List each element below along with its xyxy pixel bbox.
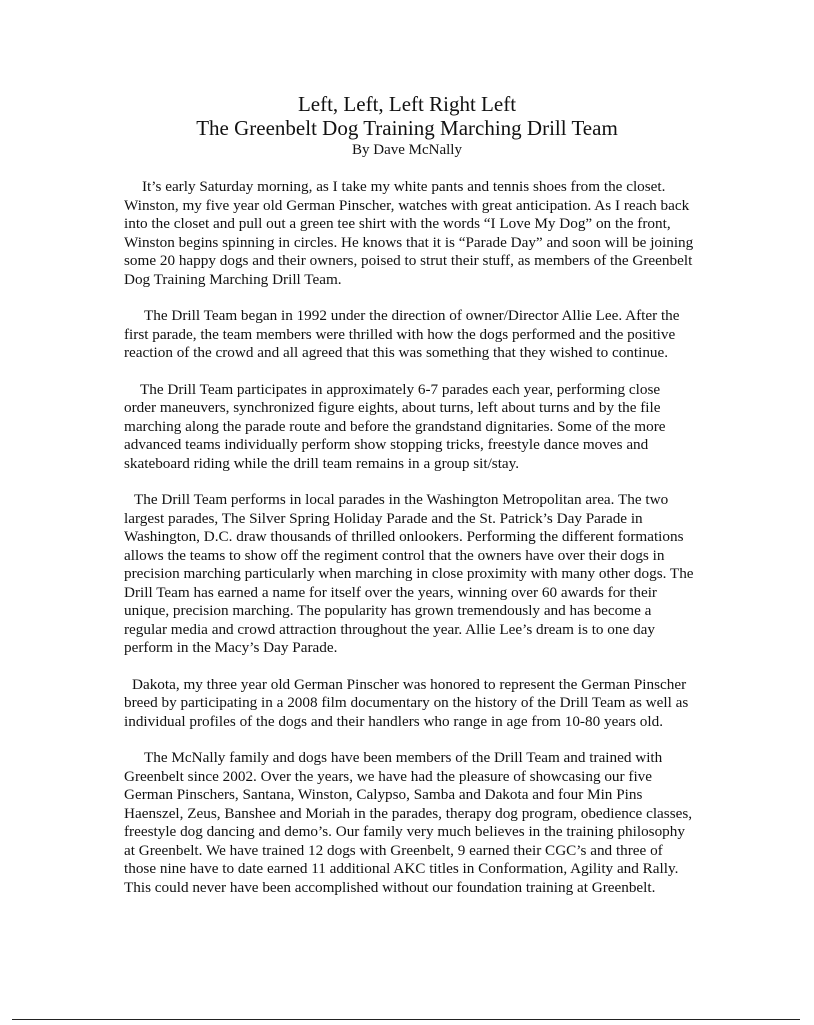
paragraph-6: The McNally family and dogs have been members of the Drill Team and trained with Greenbelt since 2002. Over the years, we have had the pleasure of showcasing our five German Pinschers, Santana, Winston, Calypso, Samba and Dakota and four Min Pins Haenszel, Zeus, Banshee and Moriah in the parades, therapy dog program, obedience classes, freestyle dog dancing and demo’s. Our family very much believes in the training philosophy at Greenbelt. We have trained 12 dogs with Greenbelt, 9 earned their CGC’s and three of those nine have to date earned 11 additional AKC titles in Conformation, Agility and Rally. This could never have been accomplished without our foundation training at Greenbelt. <box>124 749 693 896</box>
paragraph-5: Dakota, my three year old German Pinscher was honored to represent the German Pinscher breed by participating in a 2008 film documentary on the history of the Drill Team as well as individual profiles of the dogs and their handlers who range in age from 10-80 years old. <box>124 675 689 730</box>
paragraph-1: It’s early Saturday morning, as I take my white pants and tennis shoes from the closet. Winston, my five year old German Pinscher, watches with great anticipation. As I reach back into the closet and pull out a green tee shirt with the words “I Love My Dog” on the front, Winston begins spinning in circles. He knows that it is “Parade Day” and soon will be joining some 20 happy dogs and their owners, poised to strut their stuff, as members of the Greenbelt Dog Training Marching Drill Team. <box>124 178 694 288</box>
footer-rule <box>12 1019 800 1020</box>
title-line-2: The Greenbelt Dog Training Marching Drill Team <box>196 116 618 140</box>
paragraph-4: The Drill Team performs in local parades in the Washington Metropolitan area. The two largest parades, The Silver Spring Holiday Parade and the St. Patrick’s Day Parade in Washington, D.C. draw thousands of thrilled onlookers. Performing the different formations allows the teams to show off the regiment control that the owners have over their dogs in precision marching particularly when marching in close proximity with many other dogs. The Drill Team has earned a name for itself over the years, winning over 60 awards for their unique, precision marching. The popularity has grown tremendously and has become a regular media and crowd attraction throughout the year. Allie Lee’s dream is to one day perform in the Macy’s Day Parade. <box>124 491 694 656</box>
article-body <box>124 178 694 915</box>
paragraph-3: The Drill Team participates in approximately 6-7 parades each year, performing close order maneuvers, synchronized figure eights, about turns, left about turns and by the file marching along the parade route and before the grandstand dignitaries. Some of the more advanced teams individually perform show stopping tricks, freestyle dance moves and skateboard riding while the drill team remains in a group sit/stay. <box>124 380 666 472</box>
title-line-1: Left, Left, Left Right Left <box>297 92 517 116</box>
paragraph-2: The Drill Team began in 1992 under the direction of owner/Director Allie Lee. After the first parade, the team members were thrilled with how the dogs performed and the positive reaction of the crowd and all agreed that this was something that they wished to continue. <box>124 307 680 361</box>
byline: By Dave McNally <box>352 142 462 158</box>
title-block <box>0 92 814 159</box>
